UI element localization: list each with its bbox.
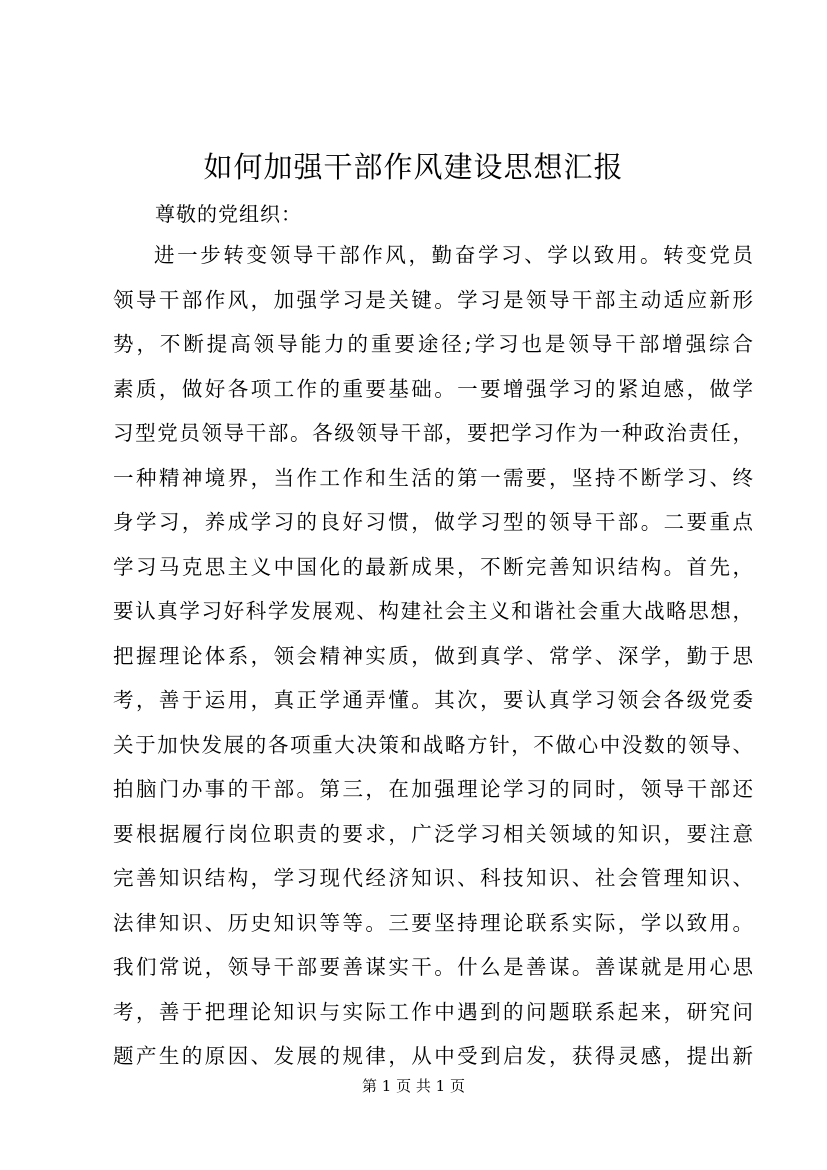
paragraph-line: 势，不断提高领导能力的重要途径;学习也是领导干部增强综合 [113, 332, 753, 356]
paragraph-line: 学习马克思主义中国化的最新成果，不断完善知识结构。首先， [113, 554, 753, 579]
paragraph-line: 要认真学习好科学发展观、构建社会主义和谐社会重大战略思想， [113, 599, 753, 623]
paragraph-line: 要根据履行岗位职责的要求，广泛学习相关领域的知识，要注意 [113, 821, 753, 846]
paragraph-line: 题产生的原因、发展的规律，从中受到启发，获得灵感，提出新 [113, 1044, 753, 1068]
paragraph-line: 一种精神境界，当作工作和生活的第一需要，坚持不断学习、终 [113, 465, 753, 490]
salutation: 尊敬的党组织： [155, 202, 302, 226]
paragraph-line: 素质，做好各项工作的重要基础。一要增强学习的紧迫感，做学 [113, 376, 753, 401]
page-number-footer: 第 1 页 共 1 页 [362, 1077, 465, 1095]
paragraph-line: 我们常说，领导干部要善谋实干。什么是善谋。善谋就是用心思 [113, 955, 753, 979]
paragraph-line: 把握理论体系，领会精神实质，做到真学、常学、深学，勤于思 [113, 643, 753, 668]
paragraph-line: 完善知识结构，学习现代经济知识、科技知识、社会管理知识、 [113, 866, 753, 890]
paragraph-line: 身学习，养成学习的良好习惯，做学习型的领导干部。二要重点 [113, 510, 753, 534]
paragraph-line: 法律知识、历史知识等等。三要坚持理论联系实际，学以致用。 [113, 910, 753, 935]
body-paragraph [113, 233, 753, 1079]
paragraph-line: 进一步转变领导干部作风，勤奋学习、学以致用。转变党员 [154, 243, 753, 267]
paragraph-line: 拍脑门办事的干部。第三，在加强理论学习的同时，领导干部还 [113, 777, 753, 801]
paragraph-line: 习型党员领导干部。各级领导干部，要把学习作为一种政治责任， [113, 421, 753, 445]
paragraph-line: 关于加快发展的各项重大决策和战略方针，不做心中没数的领导、 [113, 732, 753, 757]
paragraph-line: 考，善于运用，真正学通弄懂。其次，要认真学习领会各级党委 [113, 688, 753, 712]
paragraph-line: 领导干部作风，加强学习是关键。学习是领导干部主动适应新形 [113, 287, 753, 312]
document-title: 如何加强干部作风建设思想汇报 [203, 150, 624, 184]
paragraph-line: 考，善于把理论知识与实际工作中遇到的问题联系起来，研究问 [113, 999, 753, 1024]
